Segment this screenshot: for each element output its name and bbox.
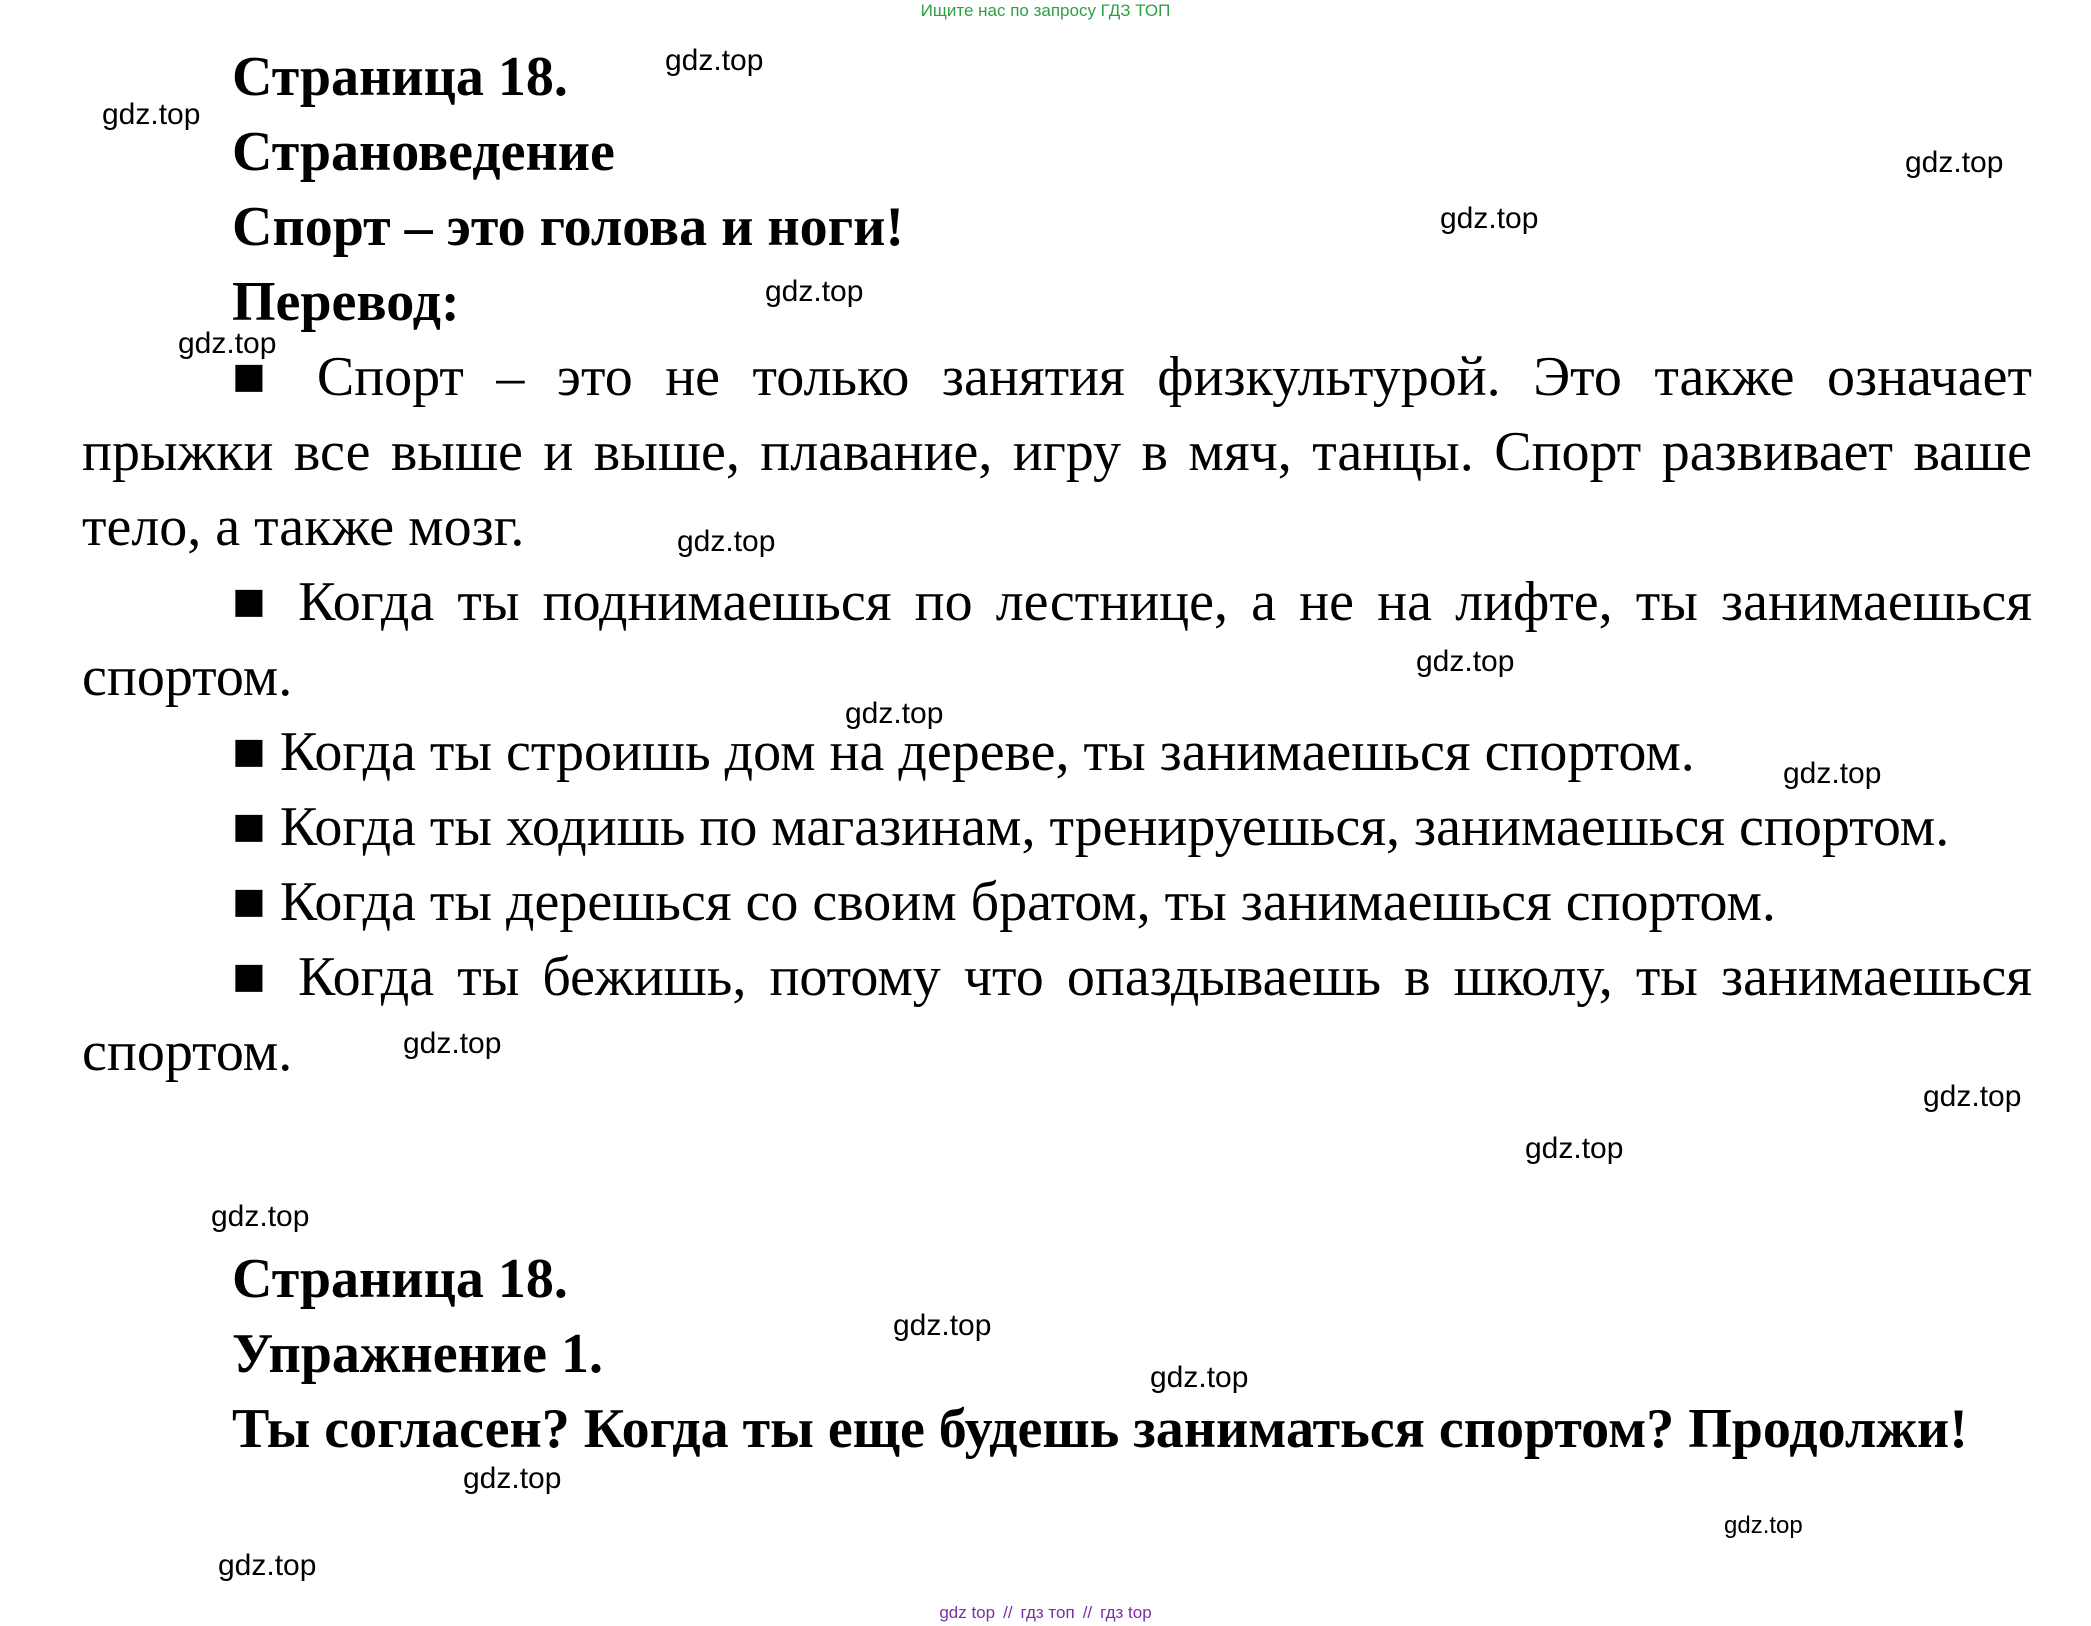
bottom-banner-part: gdz top (939, 1603, 996, 1622)
watermark: gdz.top (665, 44, 764, 77)
watermark: gdz.top (1525, 1132, 1624, 1165)
paragraph: ■ Когда ты бежишь, потому что опаздываешь в школу, ты занимаешься спортом. (82, 946, 2032, 1083)
watermark: gdz.top (1905, 146, 2004, 179)
paragraph: ■ Когда ты ходишь по магазинам, тренируешься, занимаешься спортом. (232, 796, 1950, 858)
bottom-banner-separator: // (1082, 1603, 1093, 1622)
watermark: gdz.top (845, 697, 944, 730)
watermark: gdz.top (765, 275, 864, 308)
title-heading: Спорт – это голова и ноги! (232, 196, 905, 258)
top-banner (0, 0, 2091, 22)
watermark: gdz.top (102, 98, 201, 131)
watermark: gdz.top (893, 1309, 992, 1342)
page-heading: Страница 18. (232, 46, 568, 108)
paragraph: ■ Когда ты строишь дом на дереве, ты занимаешься спортом. (232, 721, 1695, 783)
topic-heading: Страноведение (232, 121, 615, 183)
section-exercise (82, 1242, 2032, 1467)
watermark: gdz.top (211, 1200, 310, 1233)
paragraph: ■ Спорт – это не только занятия физкультурой. Это также означает прыжки все выше и выше, плавание, игру в мяч, танцы. Спорт развивает ваше тело, а также мозг. (82, 346, 2032, 558)
exercise-heading: Упражнение 1. (232, 1323, 604, 1385)
translation-label: Перевод: (232, 271, 460, 333)
watermark: gdz.top (1440, 202, 1539, 235)
bottom-banner (0, 1602, 2091, 1624)
watermark: gdz.top (1783, 757, 1882, 790)
paragraph: ■ Когда ты дерешься со своим братом, ты занимаешься спортом. (232, 871, 1776, 933)
bottom-banner-part: гдз top (1100, 1603, 1152, 1622)
watermark: gdz.top (677, 525, 776, 558)
bottom-banner-part: гдз топ (1020, 1603, 1075, 1622)
watermark: gdz.top (1416, 645, 1515, 678)
watermark: gdz.top (1724, 1512, 1803, 1539)
paragraph: ■ Когда ты поднимаешься по лестнице, а не на лифте, ты занимаешься спортом. (82, 571, 2032, 708)
section-translation (82, 40, 2032, 1090)
watermark: gdz.top (403, 1027, 502, 1060)
bottom-banner-separator: // (1003, 1603, 1013, 1622)
exercise-question: Ты согласен? Когда ты еще будешь заниматься спортом? Продолжи! (232, 1398, 1968, 1460)
watermark: gdz.top (463, 1462, 562, 1495)
watermark: gdz.top (1150, 1361, 1249, 1394)
page-heading: Страница 18. (232, 1248, 568, 1310)
top-banner-text: Ищите нас по запросу ГДЗ ТОП (920, 1, 1171, 20)
watermark: gdz.top (1923, 1080, 2022, 1113)
watermark: gdz.top (178, 327, 277, 360)
watermark: gdz.top (218, 1549, 317, 1582)
